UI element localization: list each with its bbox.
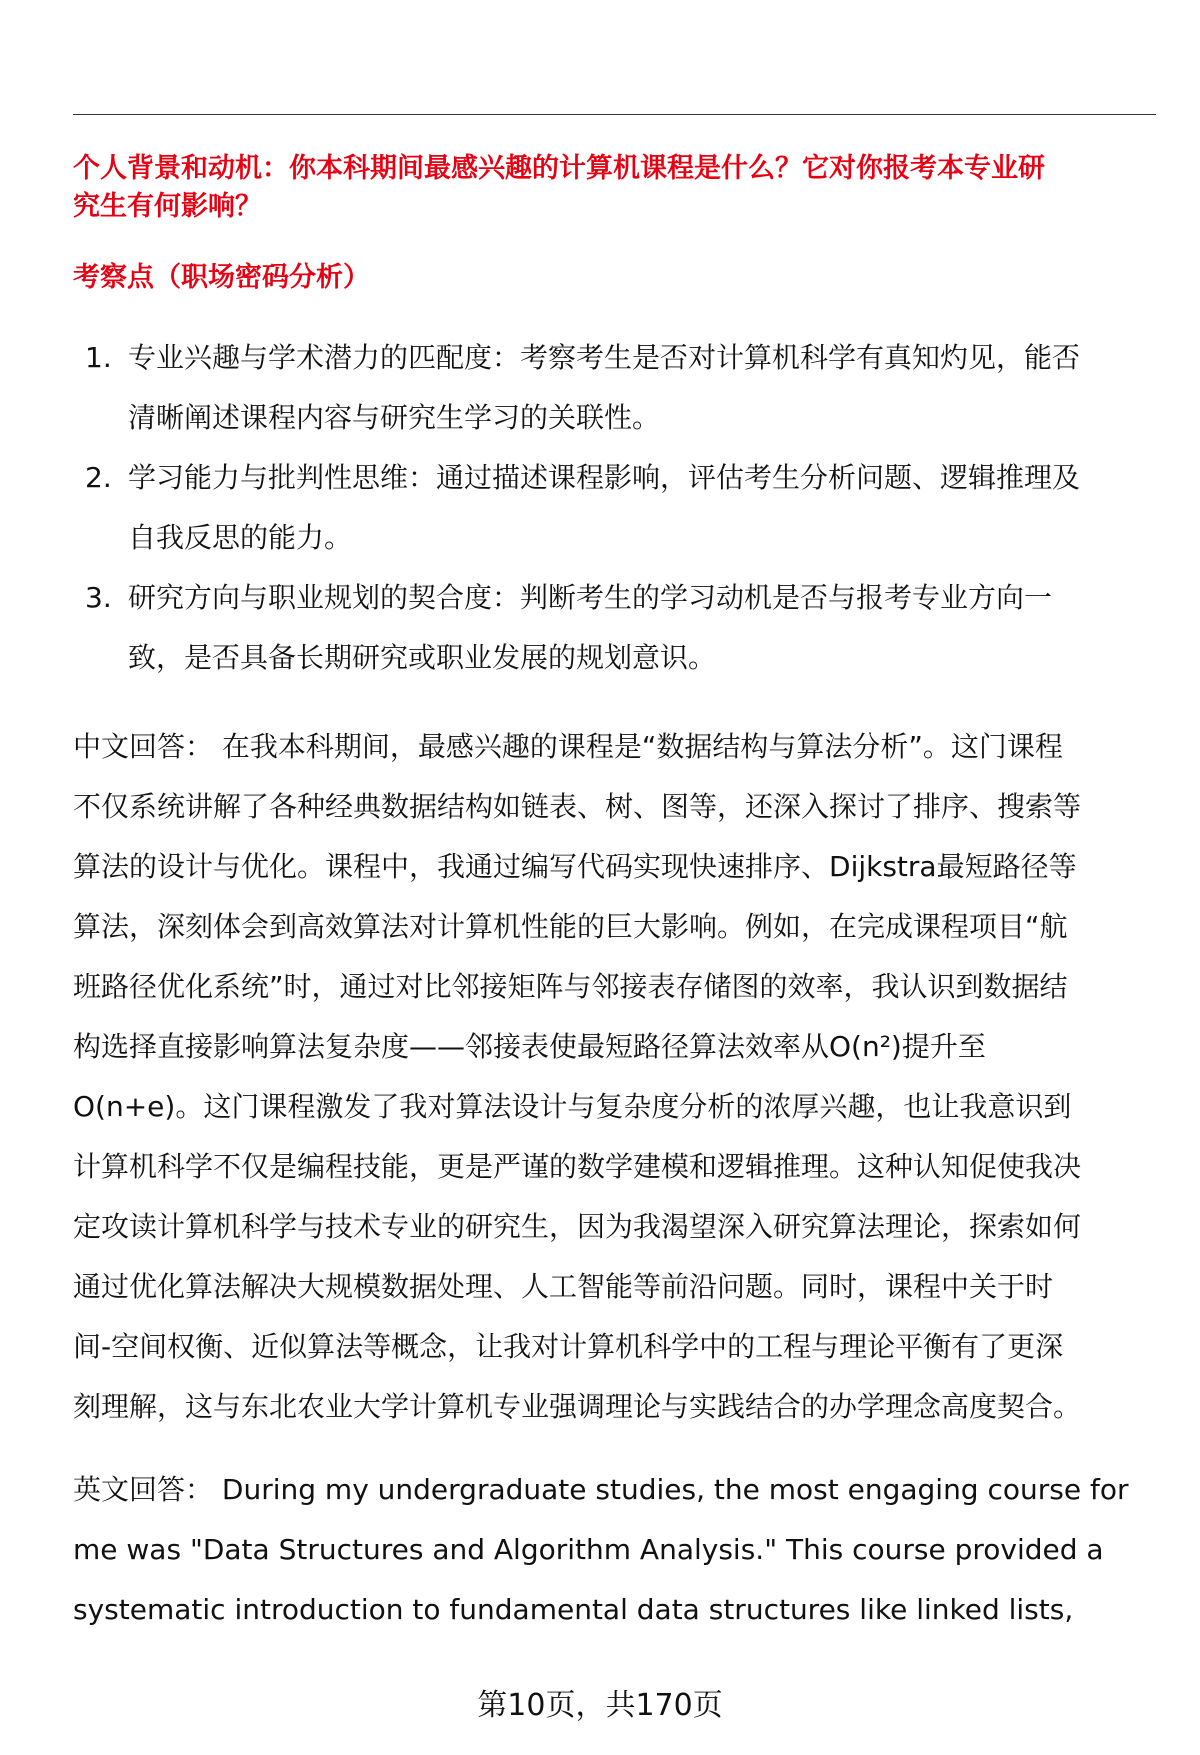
answer-line: 构选择直接影响算法复杂度——邻接表使最短路径算法效率从O(n²)提升至 — [73, 1030, 986, 1063]
point-line: 学习能力与批判性思维：通过描述课程影响，评估考生分析问题、逻辑推理及 — [128, 461, 1081, 494]
point-line: 自我反思的能力。 — [128, 521, 353, 554]
section-heading: 考察点（职场密码分析） — [73, 262, 370, 293]
answer-line: systematic introduction to fundamental data structures like linked lists, — [73, 1593, 1074, 1626]
answer-line: 算法的设计与优化。课程中，我通过编写代码实现快速排序、Dijkstra最短路径等 — [73, 850, 1077, 883]
answer-line: 不仅系统讲解了各种经典数据结构如链表、树、图等，还深入探讨了排序、搜索等 — [73, 790, 1082, 823]
answer-line: 刻理解，这与东北农业大学计算机专业强调理论与实践结合的办学理念高度契合。 — [73, 1390, 1082, 1423]
point-line: 清晰阐述课程内容与研究生学习的关联性。 — [128, 401, 661, 434]
point-line: 专业兴趣与学术潜力的匹配度：考察考生是否对计算机科学有真知灼见，能否 — [128, 341, 1081, 374]
answer-line: 班路径优化系统”时，通过对比邻接矩阵与邻接表存储图的效率，我认识到数据结 — [73, 970, 1068, 1003]
answer-line: 定攻读计算机科学与技术专业的研究生，因为我渴望深入研究算法理论，探索如何 — [73, 1210, 1082, 1243]
header-rule — [73, 114, 1156, 115]
question-line-2: 究生有何影响？ — [73, 191, 262, 222]
answer-line: 计算机科学不仅是编程技能，更是严谨的数学建模和逻辑推理。这种认知促使我决 — [73, 1150, 1082, 1183]
answer-line: O(n+e)。这门课程激发了我对算法设计与复杂度分析的浓厚兴趣，也让我意识到 — [73, 1090, 1072, 1123]
answer-line: 间-空间权衡、近似算法等概念，让我对计算机科学中的工程与理论平衡有了更深 — [73, 1330, 1064, 1363]
point-number: 2. — [85, 461, 112, 494]
point-number: 1. — [85, 341, 112, 374]
page-footer: 第10页，共170页 — [477, 1688, 723, 1723]
answer-line: 算法，深刻体会到高效算法对计算机性能的巨大影响。例如，在完成课程项目“航 — [73, 910, 1068, 943]
answer-line: 通过优化算法解决大规模数据处理、人工智能等前沿问题。同时，课程中关于时 — [73, 1270, 1054, 1303]
point-number: 3. — [85, 581, 112, 614]
question-line-1: 个人背景和动机：你本科期间最感兴趣的计算机课程是什么？它对你报考本专业研 — [73, 153, 1045, 184]
answer-line: me was "Data Structures and Algorithm Analysis." This course provided a — [73, 1533, 1104, 1566]
point-line: 研究方向与职业规划的契合度：判断考生的学习动机是否与报考专业方向一 — [128, 581, 1053, 614]
answer-line: 英文回答： During my undergraduate studies, the most engaging course for — [73, 1473, 1129, 1506]
point-line: 致，是否具备长期研究或职业发展的规划意识。 — [128, 641, 717, 674]
answer-line: 中文回答： 在我本科期间，最感兴趣的课程是“数据结构与算法分析”。这门课程 — [73, 730, 1063, 763]
